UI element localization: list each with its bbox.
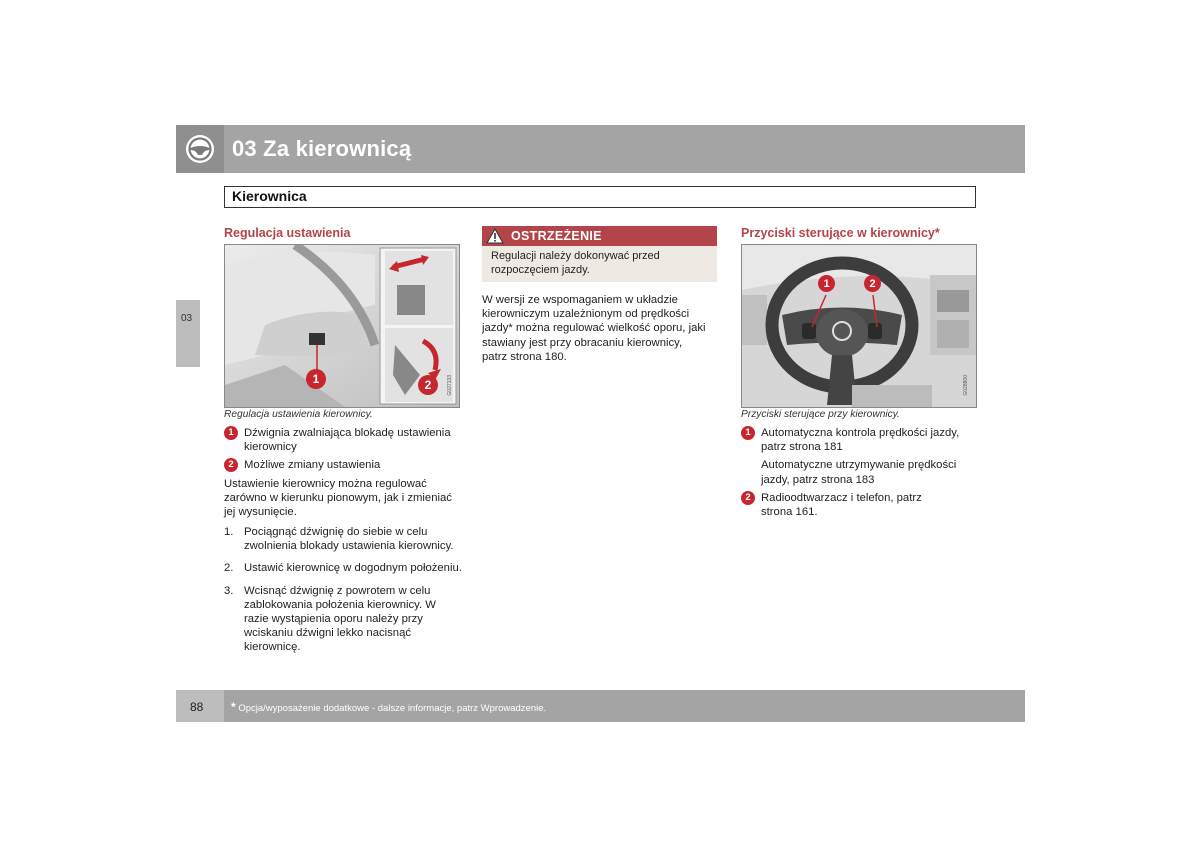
step-text: Pociągnąć dźwignię do siebie w celu zwolnienia blokady ustawienia kierownicy. <box>244 526 454 553</box>
step-number: 3. <box>224 584 234 597</box>
chapter-title: 03 Za kierownicą <box>232 136 412 161</box>
list-item <box>224 458 462 472</box>
legend-badge: 1 <box>741 426 755 440</box>
image-callout-1: 1 <box>818 275 835 292</box>
step-number: 1. <box>224 526 234 538</box>
list-item <box>224 426 462 454</box>
right-legend <box>741 426 973 519</box>
left-column-heading: Regulacja ustawienia <box>224 226 351 240</box>
chapter-side-tab-label: 03 <box>181 313 193 324</box>
legend-text <box>761 426 969 487</box>
footer-note-text: Opcja/wyposażenie dodatkowe - dalsze informacje, patrz Wprowadzenie. <box>238 703 547 714</box>
image-callout-2: 2 <box>418 375 438 395</box>
middle-paragraph: W wersji ze wspomaganiem w układzie kierowniczym uzależnionym od prędkości jazdy* można regulować wielkość oporu, jaki stawiany jest przy obracaniu kierownicy, patrz strona 180. <box>482 294 706 363</box>
adjustment-steps <box>224 525 462 655</box>
list-item <box>224 561 462 575</box>
legend-line: Automatyczne utrzymywanie prędkości jazdy, patrz strona 183 <box>761 459 957 486</box>
left-image-caption: Regulacja ustawienia kierownicy. <box>224 409 373 420</box>
list-item <box>741 426 973 487</box>
right-column-heading: Przyciski sterujące w kierownicy* <box>741 226 940 240</box>
image-callout-1: 1 <box>306 369 326 389</box>
section-title: Kierownica <box>232 188 307 204</box>
steering-buttons-image <box>741 244 977 408</box>
legend-text: Dźwignia zwalniająca blokadę ustawienia kierownicy <box>244 427 451 454</box>
step-text: Ustawić kierownicę w dogodnym położeniu. <box>244 562 462 575</box>
right-image-caption: Przyciski sterujące przy kierownicy. <box>741 409 900 420</box>
footer-note <box>231 700 546 714</box>
section-title-bar <box>224 186 976 208</box>
steering-buttons-illustration <box>742 245 976 407</box>
image-code: G028800 <box>963 375 969 396</box>
left-legend <box>224 426 462 473</box>
image-callout-2: 2 <box>864 275 881 292</box>
list-item <box>741 491 973 519</box>
steering-wheel-icon <box>185 134 215 164</box>
warning-triangle-icon <box>486 228 504 244</box>
left-paragraph: Ustawienie kierownicy można regulować zarówno w kierunku pionowym, jak i zmieniać jej wysunięcie. <box>224 478 452 519</box>
warning-text: Regulacji należy dokonywać przed rozpoczęciem jazdy. <box>491 250 660 276</box>
legend-text: Możliwe zmiany ustawienia <box>244 459 381 472</box>
footer-asterisk: * <box>231 700 236 714</box>
legend-badge: 2 <box>224 458 238 472</box>
legend-badge: 1 <box>224 426 238 440</box>
list-item <box>224 525 462 553</box>
step-number: 2. <box>224 562 234 575</box>
legend-line: Automatyczna kontrola prędkości jazdy, patrz strona 181 <box>761 427 960 454</box>
legend-text: Radioodtwarzacz i telefon, patrz strona 161. <box>761 491 922 519</box>
chapter-side-tab <box>176 300 200 367</box>
image-code: G027133 <box>447 375 453 396</box>
legend-badge: 2 <box>741 491 755 505</box>
warning-title: OSTRZEŻENIE <box>511 229 602 243</box>
list-item <box>224 584 462 655</box>
step-text: Wcisnąć dźwignię z powrotem w celu zablokowania położenia kierownicy. W razie wystąpienia oporu należy przy wciskaniu dźwigni lekko nacisnąć kierownicę. <box>244 584 436 654</box>
page-number: 88 <box>190 700 204 714</box>
